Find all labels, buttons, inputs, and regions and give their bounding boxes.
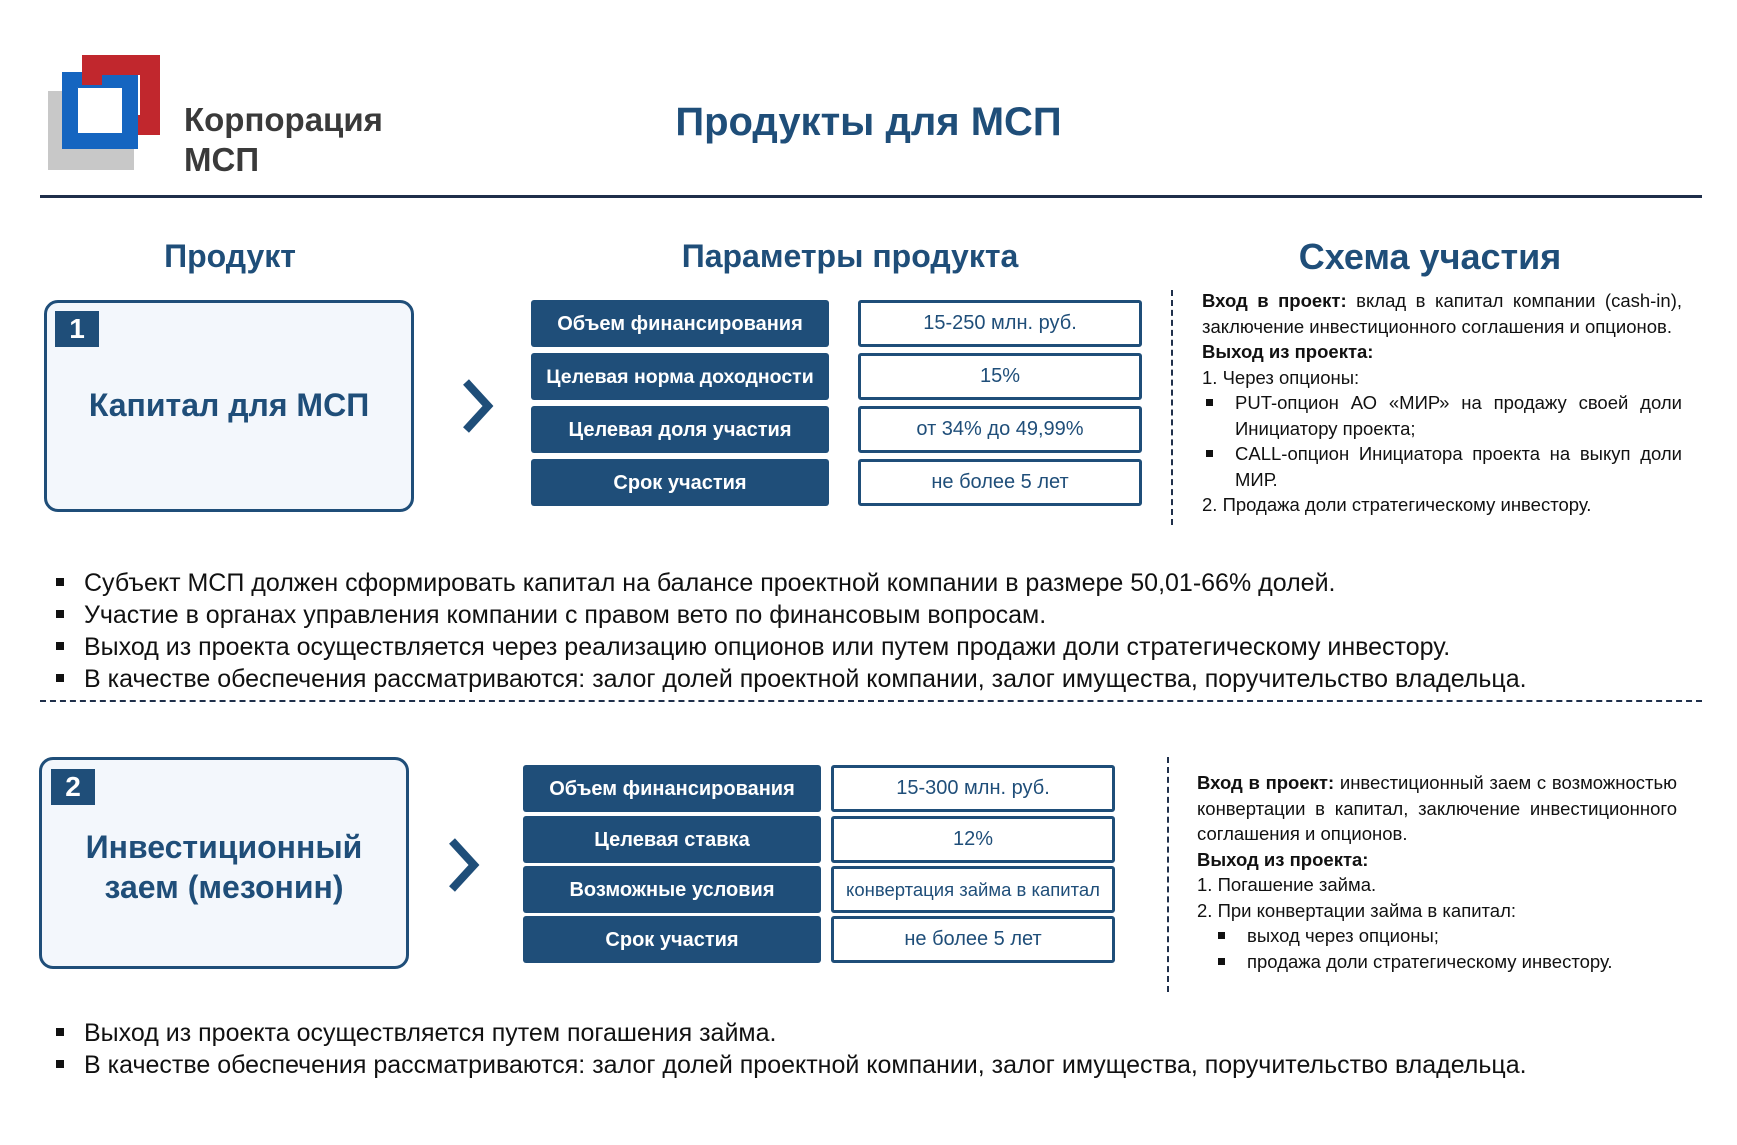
list-item: Субъект МСП должен сформировать капитал на балансе проектной компании в размере 50,01-66% долей.: [44, 567, 1704, 599]
list-item: Выход из проекта осуществляется путем погашения займа.: [44, 1017, 1704, 1049]
param-label: Целевая ставка: [523, 816, 821, 863]
scheme-entry-label: Вход в проект:: [1202, 290, 1347, 311]
scheme-sub-item: PUT-опцион АО «МИР» на продажу своей доли Инициатору проекта;: [1235, 392, 1682, 439]
param-value: 15-250 млн. руб.: [858, 300, 1142, 347]
param-label: Срок участия: [531, 459, 829, 506]
param-value: 15%: [858, 353, 1142, 400]
column-heading-scheme: Схема участия: [1298, 236, 1562, 277]
column-heading-params: Параметры продукта: [681, 238, 1019, 274]
param-value: от 34% до 49,99%: [858, 406, 1142, 453]
list-item: Выход из проекта осуществляется через реализацию опционов или путем продажи доли стратегическому инвестору.: [44, 631, 1704, 663]
scheme-item-2: 2. При конвертации займа в капитал:: [1197, 899, 1517, 921]
column-divider: [1171, 290, 1173, 525]
list-item: В качестве обеспечения рассматриваются: залог долей проектной компании, залог имущества, поручительство владельца.: [44, 663, 1704, 695]
scheme-entry-label: Вход в проект:: [1197, 772, 1335, 793]
scheme-item-1: 1. Погашение займа.: [1197, 874, 1377, 895]
scheme-sub-item: выход через опционы;: [1247, 925, 1439, 946]
product-name: Капитал для МСП: [88, 387, 370, 423]
param-value: не более 5 лет: [858, 459, 1142, 506]
scheme-sub-item: продажа доли стратегическому инвестору.: [1247, 950, 1613, 972]
product-name-line-2: заем (мезонин): [104, 869, 344, 905]
param-label: Объем финансирования: [523, 765, 821, 812]
scheme-exit-label: Выход из проекта:: [1202, 341, 1374, 362]
list-item: Участие в органах управления компании с правом вето по финансовым вопросам.: [44, 599, 1704, 631]
product-number-badge: 1: [55, 311, 99, 347]
bullet-list-2: [44, 1017, 1704, 1081]
scheme-sub-item: CALL-опцион Инициатора проекта на выкуп доли МИР.: [1235, 443, 1682, 490]
chevron-right-icon: [446, 835, 482, 895]
header-divider: [40, 195, 1702, 198]
column-divider: [1167, 757, 1169, 992]
product-card-1: [44, 300, 414, 512]
param-label: Целевая норма доходности: [531, 353, 829, 400]
scheme-entry-text: инвестиционный заем с возможностью конвертации в капитал, заключение инвестиционного соглашения и опционов.: [1197, 772, 1677, 844]
product-name: [42, 827, 406, 907]
param-label: Срок участия: [523, 916, 821, 963]
list-item: В качестве обеспечения рассматриваются: залог долей проектной компании, залог имущества, поручительство владельца.: [44, 1049, 1704, 1081]
column-heading-product: Продукт: [164, 238, 296, 274]
param-value: не более 5 лет: [831, 916, 1115, 963]
param-value: конвертация займа в капитал: [831, 866, 1115, 913]
chevron-right-icon: [460, 376, 496, 436]
logo-line-2: МСП: [184, 141, 260, 178]
scheme-entry-text: вклад в капитал компании (cash-in), заключение инвестиционного соглашения и опционов.: [1202, 290, 1683, 337]
scheme-item-2: 2. Продажа доли стратегическому инвестору.: [1202, 494, 1592, 515]
param-value: 12%: [831, 816, 1115, 863]
product-card-2: [39, 757, 409, 969]
bullet-list-1: [44, 567, 1704, 695]
page-title: Продукты для МСП: [675, 100, 1062, 144]
scheme-text-2: [1197, 770, 1677, 974]
scheme-exit-label: Выход из проекта:: [1197, 848, 1369, 870]
scheme-text-1: [1202, 288, 1682, 518]
logo-line-1: Корпорация: [184, 101, 383, 138]
section-divider: [40, 700, 1702, 702]
param-label: Целевая доля участия: [531, 406, 829, 453]
product-name-line-1: Инвестиционный: [85, 829, 363, 865]
param-value: 15-300 млн. руб.: [831, 765, 1115, 812]
scheme-item-1: 1. Через опционы:: [1202, 366, 1360, 388]
param-label: Объем финансирования: [531, 300, 829, 347]
product-number-badge: 2: [51, 769, 95, 805]
param-label: Возможные условия: [523, 866, 821, 913]
